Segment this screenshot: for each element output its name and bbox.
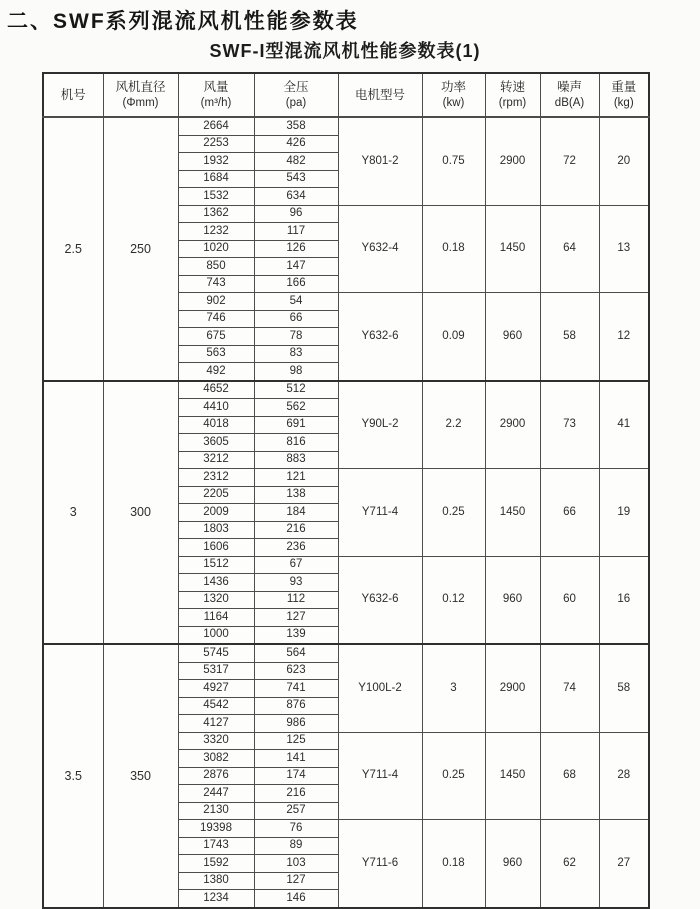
pressure-value-cell: 166 [254, 275, 338, 293]
pressure-value-cell: 876 [254, 697, 338, 715]
motor-model-cell: Y711-6 [338, 820, 422, 908]
column-header-label: 噪声 [556, 80, 582, 95]
pressure-value-cell: 93 [254, 574, 338, 592]
pressure-value-cell: 117 [254, 223, 338, 241]
column-header-label: 电机型号 [354, 87, 405, 102]
fan-diameter-cell: 350 [103, 644, 178, 908]
airflow-value-cell: 1362 [178, 205, 254, 223]
column-header-unit: dB(A) [554, 96, 585, 109]
fan-spec-table [42, 72, 650, 909]
column-header-unit: (pa) [285, 96, 307, 109]
page-title: 二、SWF系列混流风机性能参数表 [7, 10, 359, 33]
pressure-value-cell: 623 [254, 662, 338, 680]
airflow-value-cell: 2009 [178, 504, 254, 522]
pressure-value-cell: 76 [254, 820, 338, 838]
pressure-value-cell: 562 [254, 399, 338, 417]
power-value-cell: 0.09 [422, 293, 485, 381]
weight-value-cell: 27 [599, 820, 649, 908]
pressure-value-cell: 512 [254, 381, 338, 399]
motor-model-cell: Y711-4 [338, 469, 422, 557]
pressure-value-cell: 138 [254, 486, 338, 504]
power-value-cell: 0.75 [422, 117, 485, 205]
noise-value-cell: 58 [540, 293, 599, 381]
weight-value-cell: 58 [599, 644, 649, 732]
pressure-value-cell: 67 [254, 556, 338, 574]
weight-value-cell: 13 [599, 205, 649, 293]
column-header-unit: (m³/h) [200, 96, 232, 109]
header-row [43, 73, 649, 117]
pressure-value-cell: 741 [254, 680, 338, 698]
column-header-power [422, 73, 485, 117]
column-header-diameter [103, 73, 178, 117]
airflow-value-cell: 1320 [178, 591, 254, 609]
airflow-value-cell: 1743 [178, 837, 254, 855]
pressure-value-cell: 66 [254, 310, 338, 328]
speed-value-cell: 2900 [485, 381, 540, 469]
pressure-value-cell: 139 [254, 626, 338, 644]
airflow-value-cell: 2253 [178, 135, 254, 153]
motor-model-cell: Y711-4 [338, 732, 422, 820]
airflow-value-cell: 1606 [178, 539, 254, 557]
pressure-value-cell: 236 [254, 539, 338, 557]
noise-value-cell: 72 [540, 117, 599, 205]
model-number-cell: 3.5 [43, 644, 103, 908]
speed-value-cell: 1450 [485, 205, 540, 293]
airflow-value-cell: 1592 [178, 855, 254, 873]
speed-value-cell: 960 [485, 293, 540, 381]
power-value-cell: 0.18 [422, 205, 485, 293]
weight-value-cell: 20 [599, 117, 649, 205]
pressure-value-cell: 126 [254, 240, 338, 258]
pressure-value-cell: 127 [254, 872, 338, 890]
airflow-value-cell: 2130 [178, 802, 254, 820]
pressure-value-cell: 89 [254, 837, 338, 855]
column-header-weight [599, 73, 649, 117]
pressure-value-cell: 482 [254, 153, 338, 171]
speed-value-cell: 960 [485, 820, 540, 908]
pressure-value-cell: 691 [254, 416, 338, 434]
column-header-unit: (rpm) [498, 96, 527, 109]
weight-value-cell: 28 [599, 732, 649, 820]
pressure-value-cell: 96 [254, 205, 338, 223]
noise-value-cell: 66 [540, 469, 599, 557]
column-header-unit: (Φmm) [122, 96, 159, 109]
table-row [43, 644, 649, 662]
pressure-value-cell: 147 [254, 258, 338, 276]
speed-value-cell: 1450 [485, 732, 540, 820]
airflow-value-cell: 4542 [178, 697, 254, 715]
pressure-value-cell: 112 [254, 591, 338, 609]
airflow-value-cell: 2447 [178, 785, 254, 803]
airflow-value-cell: 3212 [178, 451, 254, 469]
column-header-label: 风量 [203, 80, 229, 95]
airflow-value-cell: 850 [178, 258, 254, 276]
motor-model-cell: Y801-2 [338, 117, 422, 205]
airflow-value-cell: 1932 [178, 153, 254, 171]
column-header-label: 全压 [283, 80, 309, 95]
motor-model-cell: Y632-6 [338, 556, 422, 644]
column-header-speed [485, 73, 540, 117]
pressure-value-cell: 83 [254, 345, 338, 363]
airflow-value-cell: 1000 [178, 626, 254, 644]
motor-model-cell: Y100L-2 [338, 644, 422, 732]
airflow-value-cell: 4127 [178, 715, 254, 733]
table-row [43, 381, 649, 399]
speed-value-cell: 2900 [485, 644, 540, 732]
pressure-value-cell: 216 [254, 785, 338, 803]
pressure-value-cell: 127 [254, 609, 338, 627]
column-header-unit: (kg) [613, 96, 634, 109]
airflow-value-cell: 1232 [178, 223, 254, 241]
airflow-value-cell: 19398 [178, 820, 254, 838]
column-header-label: 转速 [499, 80, 525, 95]
pressure-value-cell: 125 [254, 732, 338, 750]
airflow-value-cell: 1164 [178, 609, 254, 627]
airflow-value-cell: 563 [178, 345, 254, 363]
pressure-value-cell: 883 [254, 451, 338, 469]
column-header-motor [338, 73, 422, 117]
airflow-value-cell: 1512 [178, 556, 254, 574]
motor-model-cell: Y90L-2 [338, 381, 422, 469]
power-value-cell: 0.25 [422, 732, 485, 820]
airflow-value-cell: 3320 [178, 732, 254, 750]
airflow-value-cell: 2664 [178, 117, 254, 135]
column-header-airflow [178, 73, 254, 117]
column-header-pressure [254, 73, 338, 117]
model-number-cell: 3 [43, 381, 103, 645]
table-title: SWF-I型混流风机性能参数表(1) [209, 41, 481, 61]
fan-diameter-cell: 300 [103, 381, 178, 645]
pressure-value-cell: 257 [254, 802, 338, 820]
airflow-value-cell: 5745 [178, 644, 254, 662]
table-row [43, 117, 649, 135]
power-value-cell: 3 [422, 644, 485, 732]
column-header-label: 重量 [611, 80, 637, 95]
noise-value-cell: 60 [540, 556, 599, 644]
airflow-value-cell: 1380 [178, 872, 254, 890]
pressure-value-cell: 98 [254, 363, 338, 381]
airflow-value-cell: 1532 [178, 188, 254, 206]
airflow-value-cell: 4652 [178, 381, 254, 399]
model-number-cell: 2.5 [43, 117, 103, 381]
airflow-value-cell: 3082 [178, 750, 254, 768]
pressure-value-cell: 216 [254, 521, 338, 539]
column-header-label: 机号 [60, 87, 86, 102]
weight-value-cell: 41 [599, 381, 649, 469]
motor-model-cell: Y632-6 [338, 293, 422, 381]
airflow-value-cell: 2312 [178, 469, 254, 487]
airflow-value-cell: 902 [178, 293, 254, 311]
pressure-value-cell: 426 [254, 135, 338, 153]
table-header [43, 73, 649, 117]
pressure-value-cell: 816 [254, 434, 338, 452]
pressure-value-cell: 146 [254, 890, 338, 908]
pressure-value-cell: 184 [254, 504, 338, 522]
airflow-value-cell: 1803 [178, 521, 254, 539]
table-body [43, 117, 649, 908]
airflow-value-cell: 746 [178, 310, 254, 328]
airflow-value-cell: 4410 [178, 399, 254, 417]
pressure-value-cell: 634 [254, 188, 338, 206]
pressure-value-cell: 986 [254, 715, 338, 733]
weight-value-cell: 12 [599, 293, 649, 381]
power-value-cell: 2.2 [422, 381, 485, 469]
airflow-value-cell: 4018 [178, 416, 254, 434]
airflow-value-cell: 1234 [178, 890, 254, 908]
airflow-value-cell: 3605 [178, 434, 254, 452]
noise-value-cell: 68 [540, 732, 599, 820]
speed-value-cell: 1450 [485, 469, 540, 557]
airflow-value-cell: 2205 [178, 486, 254, 504]
column-header-label: 功率 [440, 80, 466, 95]
airflow-value-cell: 675 [178, 328, 254, 346]
noise-value-cell: 73 [540, 381, 599, 469]
airflow-value-cell: 1436 [178, 574, 254, 592]
pressure-value-cell: 543 [254, 170, 338, 188]
motor-model-cell: Y632-4 [338, 205, 422, 293]
column-header-label: 风机直径 [115, 80, 166, 95]
weight-value-cell: 16 [599, 556, 649, 644]
pressure-value-cell: 54 [254, 293, 338, 311]
speed-value-cell: 960 [485, 556, 540, 644]
fan-diameter-cell: 250 [103, 117, 178, 381]
pressure-value-cell: 78 [254, 328, 338, 346]
airflow-value-cell: 743 [178, 275, 254, 293]
column-header-unit: (kw) [442, 96, 465, 109]
airflow-value-cell: 1684 [178, 170, 254, 188]
power-value-cell: 0.12 [422, 556, 485, 644]
pressure-value-cell: 358 [254, 117, 338, 135]
column-header-model [43, 73, 103, 117]
airflow-value-cell: 4927 [178, 680, 254, 698]
airflow-value-cell: 1020 [178, 240, 254, 258]
column-header-noise [540, 73, 599, 117]
noise-value-cell: 62 [540, 820, 599, 908]
pressure-value-cell: 141 [254, 750, 338, 768]
airflow-value-cell: 492 [178, 363, 254, 381]
speed-value-cell: 2900 [485, 117, 540, 205]
power-value-cell: 0.18 [422, 820, 485, 908]
noise-value-cell: 64 [540, 205, 599, 293]
weight-value-cell: 19 [599, 469, 649, 557]
pressure-value-cell: 174 [254, 767, 338, 785]
pressure-value-cell: 564 [254, 644, 338, 662]
airflow-value-cell: 5317 [178, 662, 254, 680]
power-value-cell: 0.25 [422, 469, 485, 557]
pressure-value-cell: 103 [254, 855, 338, 873]
airflow-value-cell: 2876 [178, 767, 254, 785]
pressure-value-cell: 121 [254, 469, 338, 487]
noise-value-cell: 74 [540, 644, 599, 732]
